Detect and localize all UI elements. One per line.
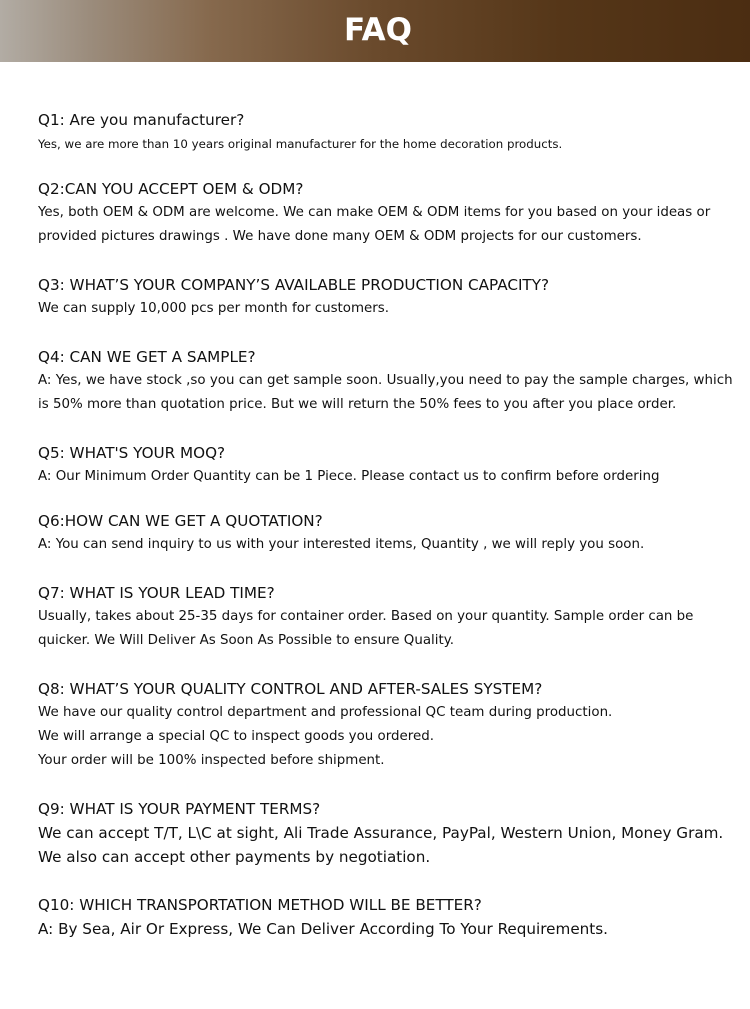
faq-question: Q5: WHAT'S YOUR MOQ? <box>38 444 226 462</box>
faq-answer-line: A: You can send inquiry to us with your interested items, Quantity , we will reply you soon. <box>38 537 645 552</box>
faq-question: Q9: WHAT IS YOUR PAYMENT TERMS? <box>38 800 321 818</box>
faq-answer-line: A: By Sea, Air Or Express, We Can Deliver According To Your Requirements. <box>38 920 608 938</box>
faq-answer-line: We have our quality control department and professional QC team during production. <box>38 705 613 720</box>
faq-item-4 <box>38 345 733 417</box>
faq-item-7 <box>38 581 728 653</box>
faq-question: Q1: Are you manufacturer? <box>38 111 245 129</box>
banner-title: FAQ <box>344 12 412 48</box>
faq-item-2 <box>38 177 728 249</box>
faq-answer-line: Yes, both OEM & ODM are welcome. We can make OEM & ODM items for you based on your ideas or <box>38 205 711 220</box>
faq-answer-line: We can supply 10,000 pcs per month for customers. <box>38 301 390 316</box>
faq-answer-line: We also can accept other payments by negotiation. <box>38 848 431 866</box>
faq-banner <box>0 0 750 62</box>
faq-question: Q7: WHAT IS YOUR LEAD TIME? <box>38 584 275 602</box>
faq-question: Q2:CAN YOU ACCEPT OEM & ODM? <box>38 180 304 198</box>
faq-answer-line: A: Yes, we have stock ,so you can get sample soon. Usually,you need to pay the sample charges, which <box>38 373 733 388</box>
faq-answer-line: We can accept T/T, L\C at sight, Ali Trade Assurance, PayPal, Western Union, Money Gram. <box>38 824 724 842</box>
faq-question: Q8: WHAT’S YOUR QUALITY CONTROL AND AFTER-SALES SYSTEM? <box>38 680 543 698</box>
faq-item-8 <box>38 677 728 773</box>
faq-list <box>38 108 733 941</box>
faq-item-9 <box>38 797 728 869</box>
faq-item-3 <box>38 273 728 321</box>
faq-answer-line: provided pictures drawings . We have done many OEM & ODM projects for our customers. <box>38 229 642 244</box>
faq-answer-line: We will arrange a special QC to inspect goods you ordered. <box>38 729 434 744</box>
faq-question: Q4: CAN WE GET A SAMPLE? <box>38 348 256 366</box>
faq-item-6 <box>38 509 728 557</box>
faq-question: Q10: WHICH TRANSPORTATION METHOD WILL BE BETTER? <box>38 896 482 914</box>
faq-question: Q3: WHAT’S YOUR COMPANY’S AVAILABLE PRODUCTION CAPACITY? <box>38 276 550 294</box>
faq-answer-line: A: Our Minimum Order Quantity can be 1 Piece. Please contact us to confirm before ordering <box>38 469 660 484</box>
faq-answer-line: Usually, takes about 25-35 days for container order. Based on your quantity. Sample order can be <box>38 609 694 624</box>
faq-item-5 <box>38 441 728 489</box>
faq-answer-line: Yes, we are more than 10 years original manufacturer for the home decoration products. <box>38 137 563 151</box>
faq-question: Q6:HOW CAN WE GET A QUOTATION? <box>38 512 323 530</box>
faq-answer-line: is 50% more than quotation price. But we will return the 50% fees to you after you place order. <box>38 397 677 412</box>
faq-answer-line: Your order will be 100% inspected before shipment. <box>38 753 385 768</box>
faq-item-10 <box>38 893 728 941</box>
faq-item-1 <box>38 108 728 156</box>
faq-answer-line: quicker. We Will Deliver As Soon As Possible to ensure Quality. <box>38 633 454 648</box>
